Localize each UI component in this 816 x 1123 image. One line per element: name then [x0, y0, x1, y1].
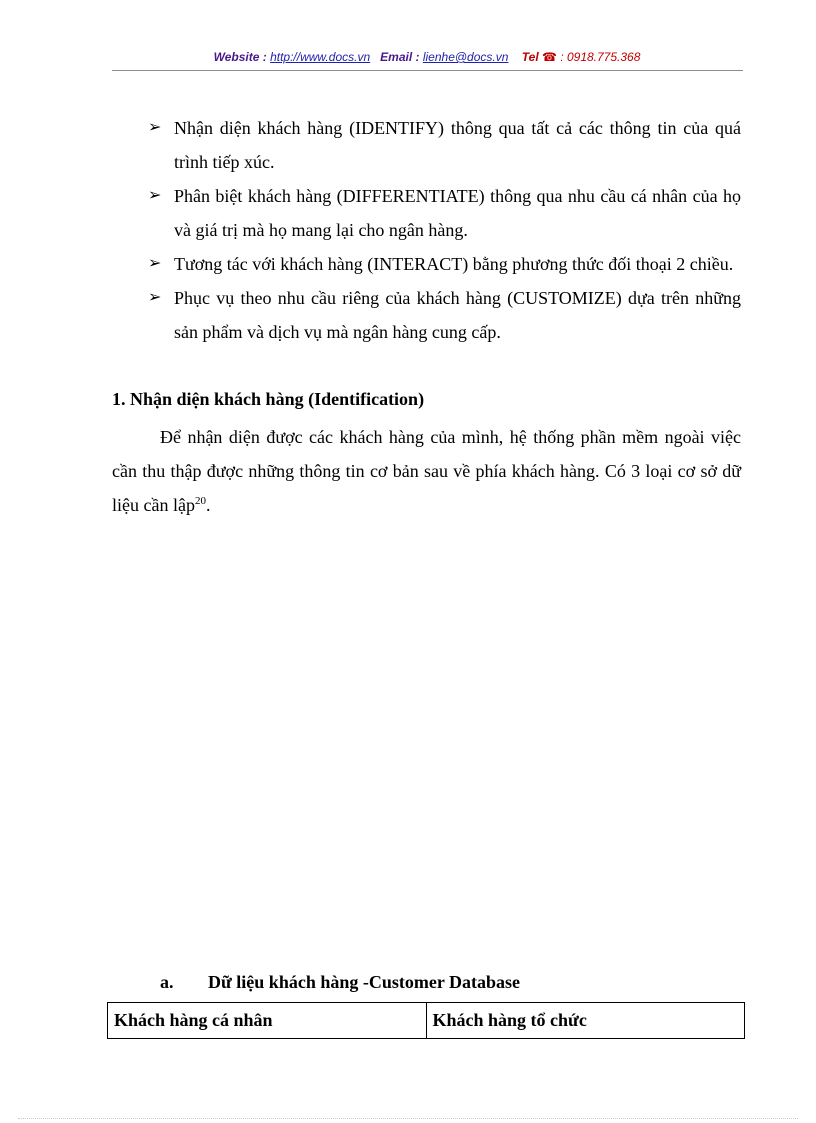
arrow-bullet-icon: ➢: [148, 119, 162, 136]
tel-number: : 0918.775.368: [560, 50, 641, 64]
list-item: [148, 179, 741, 247]
footnote-ref[interactable]: 20: [194, 495, 206, 507]
paragraph-end: .: [205, 495, 211, 515]
customer-table: [107, 1002, 745, 1039]
page-bottom-border: [18, 1118, 798, 1119]
subsection-heading: [160, 968, 520, 996]
list-item: [148, 111, 741, 179]
body-paragraph: [112, 420, 741, 522]
list-item-text: Phân biệt khách hàng (DIFFERENTIATE) thông qua nhu cầu cá nhân của họ và giá trị mà họ mang lại cho ngân hàng.: [174, 186, 741, 240]
table-header-cell: Khách hàng cá nhân: [108, 1003, 427, 1039]
arrow-bullet-icon: ➢: [148, 187, 162, 204]
list-item-text: Nhận diện khách hàng (IDENTIFY) thông qua tất cả các thông tin của quá trình tiếp xúc.: [174, 118, 741, 172]
table-header-cell: Khách hàng tổ chức: [426, 1003, 745, 1039]
section-heading: 1. Nhận diện khách hàng (Identification): [112, 389, 425, 409]
table-header-row: [108, 1003, 745, 1039]
email-label: Email :: [380, 50, 420, 64]
bullet-list: [148, 111, 741, 349]
header-divider: [112, 70, 743, 71]
paragraph-text: Để nhận diện được các khách hàng của mình, hệ thống phần mềm ngoài việc cần thu thập được những thông tin cơ bản sau về phía khách hàng. Có 3 loại cơ sở dữ liệu cần lập: [112, 427, 741, 515]
list-item-text: Phục vụ theo nhu cầu riêng của khách hàng (CUSTOMIZE) dựa trên những sản phẩm và dịch vụ mà ngân hàng cung cấp.: [174, 288, 741, 342]
subsection-marker: a.: [160, 972, 174, 992]
website-link[interactable]: http://www.docs.vn: [270, 50, 371, 64]
email-link[interactable]: lienhe@docs.vn: [422, 50, 509, 64]
website-label: Website :: [213, 50, 267, 64]
arrow-bullet-icon: ➢: [148, 289, 162, 306]
list-item-text: Tương tác với khách hàng (INTERACT) bằng phương thức đối thoại 2 chiều.: [174, 254, 734, 274]
page-header: [112, 50, 742, 70]
list-item: [148, 247, 741, 281]
tel-label: Tel: [521, 50, 539, 64]
subsection-title: Dữ liệu khách hàng -Customer Database: [208, 972, 520, 992]
arrow-bullet-icon: ➢: [148, 255, 162, 272]
phone-icon: ☎: [542, 50, 557, 64]
list-item: [148, 281, 741, 349]
